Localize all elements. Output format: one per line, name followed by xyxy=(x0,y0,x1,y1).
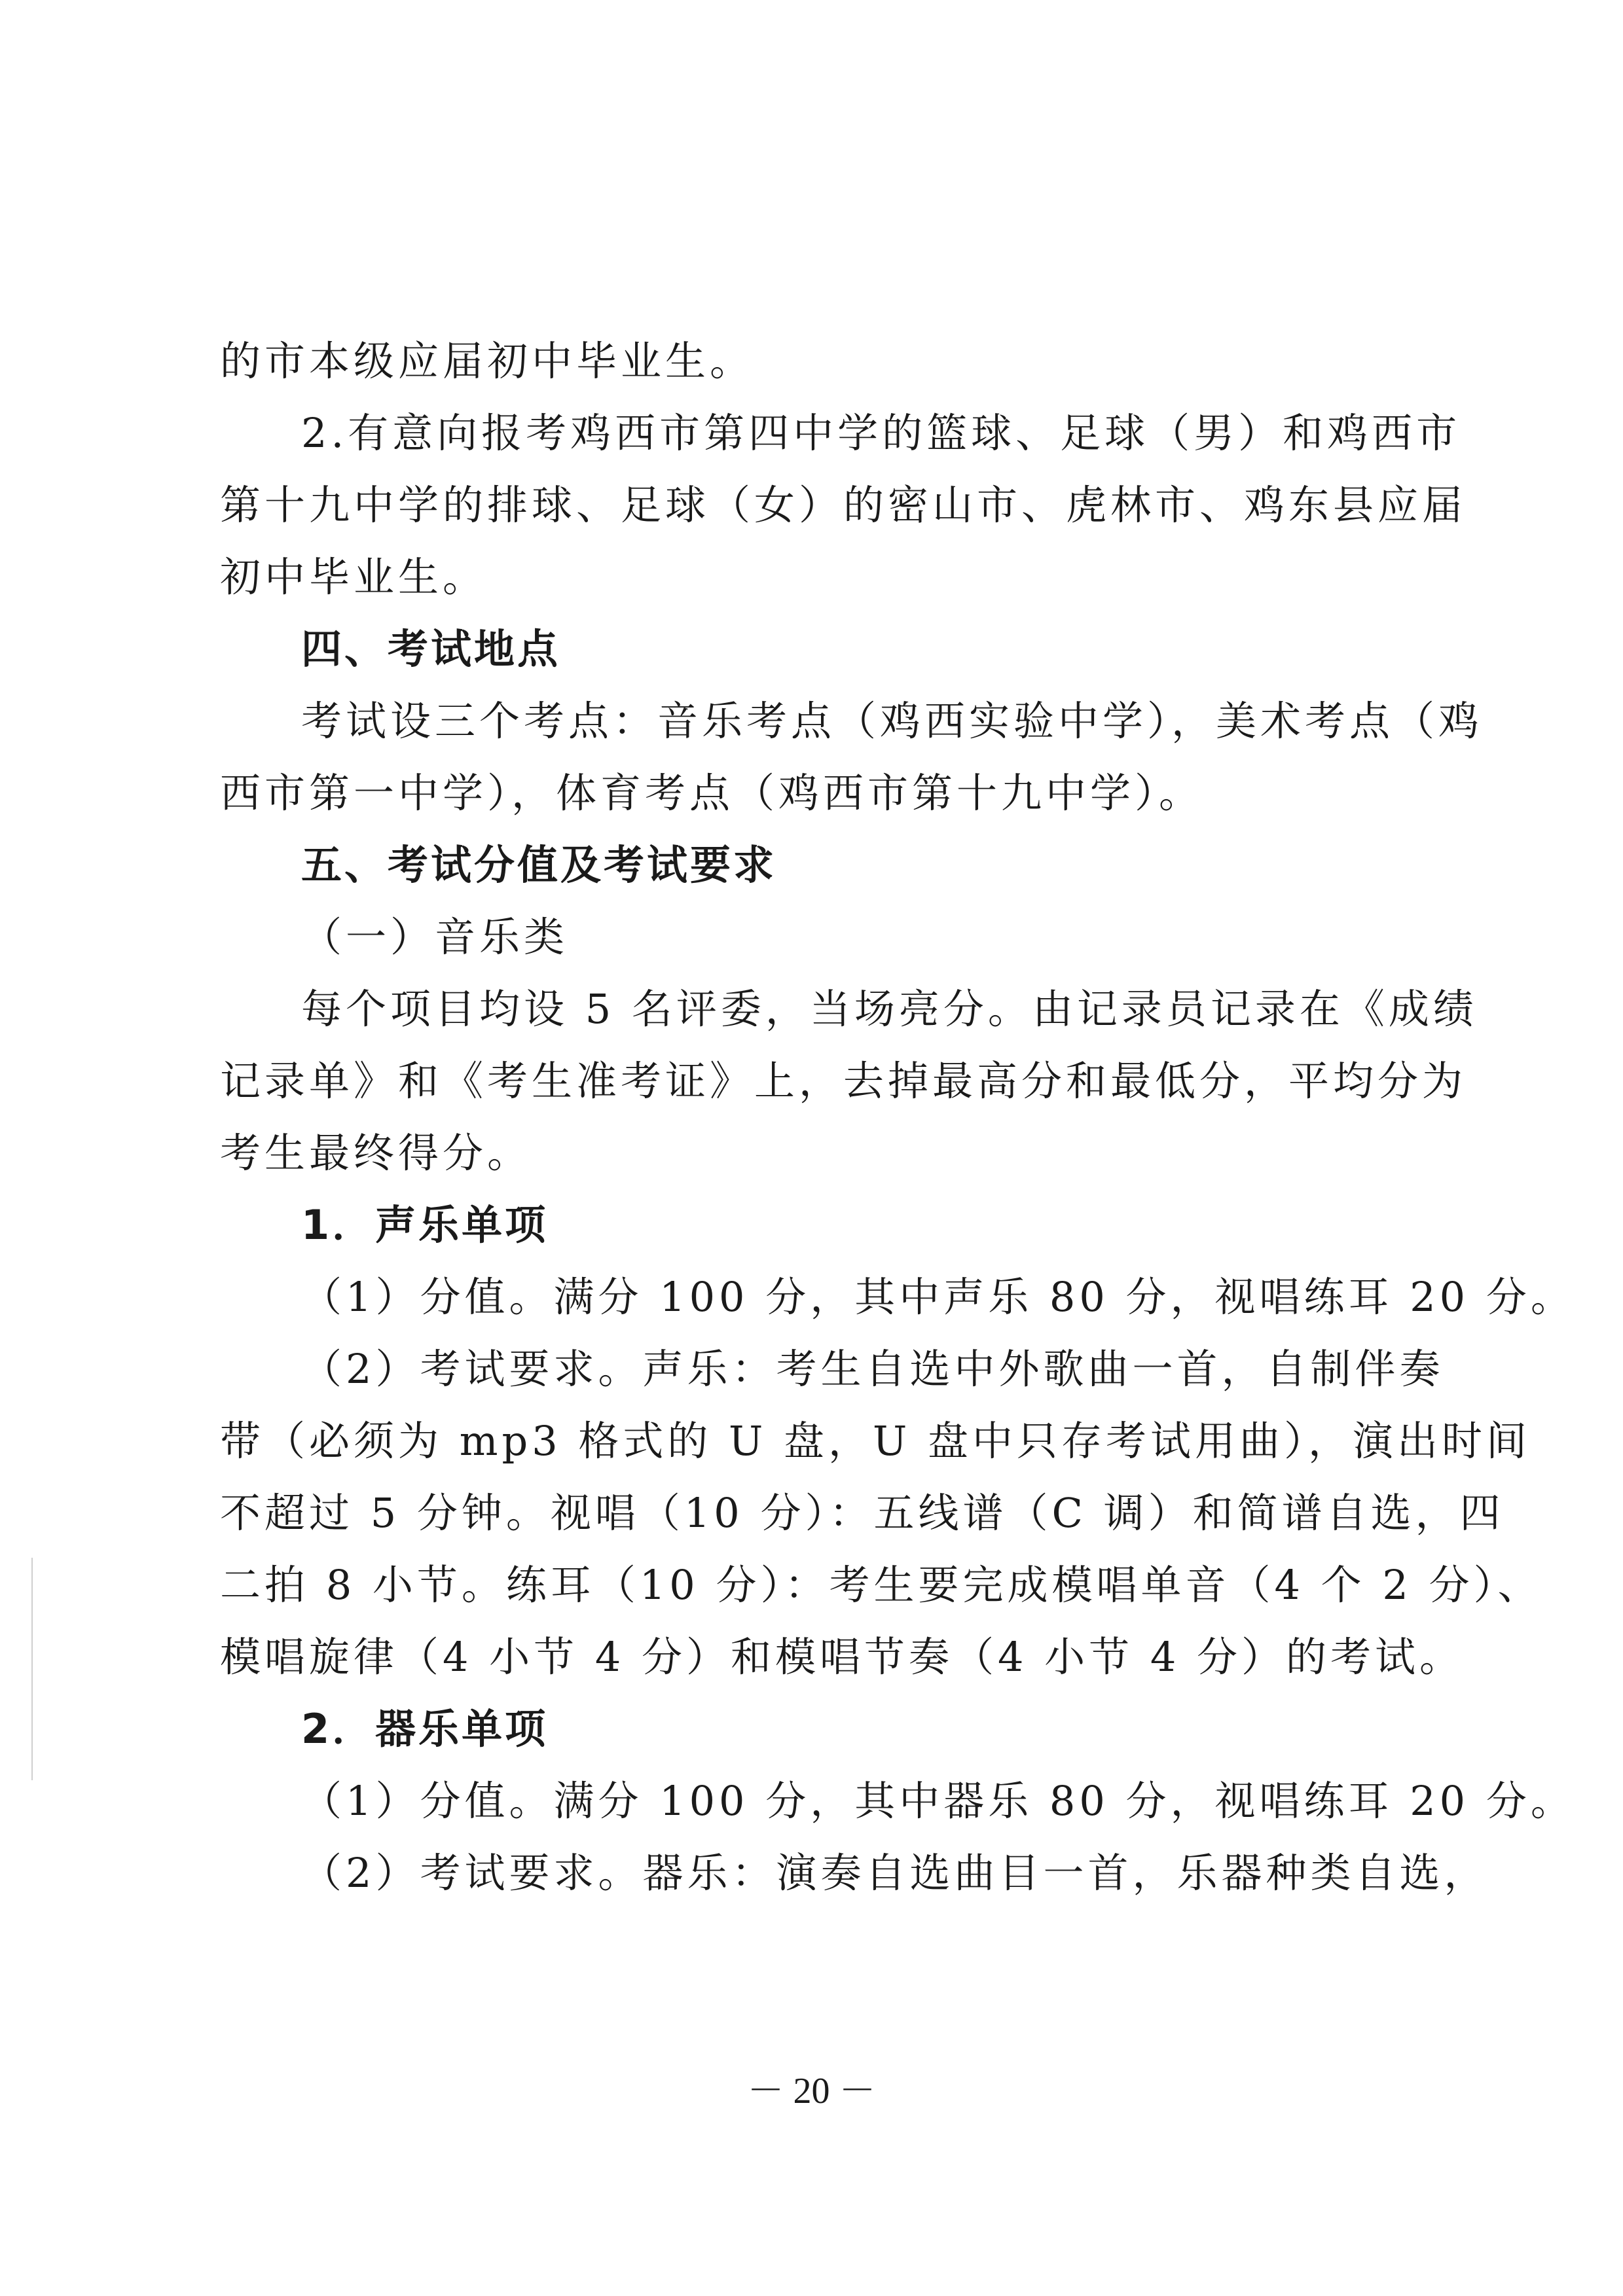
text-line: 二拍 8 小节。练耳（10 分）：考生要完成模唱单音（4 个 2 分）、 xyxy=(220,1561,1542,1609)
text-line: 2.有意向报考鸡西市第四中学的篮球、足球（男）和鸡西市 xyxy=(301,409,1461,457)
page-number: － 20 － xyxy=(747,2071,876,2111)
text-line: 每个项目均设 5 名评委，当场亮分。由记录员记录在《成绩 xyxy=(301,985,1478,1033)
text-line: （1）分值。满分 100 分，其中声乐 80 分，视唱练耳 20 分。 xyxy=(301,1273,1575,1321)
section-heading: 五、考试分值及考试要求 xyxy=(301,841,777,889)
subsection-heading: （一）音乐类 xyxy=(301,913,569,961)
text-line: 的市本级应届初中毕业生。 xyxy=(220,337,755,385)
text-line: 带（必须为 mp3 格式的 U 盘，U 盘中只存考试用曲），演出时间 xyxy=(220,1417,1531,1465)
item-heading: 2．器乐单项 xyxy=(301,1705,549,1753)
text-line: 第十九中学的排球、足球（女）的密山市、虎林市、鸡东县应届 xyxy=(220,481,1467,529)
text-line: 考试设三个考点：音乐考点（鸡西实验中学），美术考点（鸡 xyxy=(301,697,1484,745)
text-line: 模唱旋律（4 小节 4 分）和模唱节奏（4 小节 4 分）的考试。 xyxy=(220,1633,1465,1681)
item-heading: 1．声乐单项 xyxy=(301,1201,549,1249)
text-line: 不超过 5 分钟。视唱（10 分）：五线谱（C 调）和简谱自选，四 xyxy=(220,1489,1504,1537)
section-heading: 四、考试地点 xyxy=(301,625,561,673)
text-line: 考生最终得分。 xyxy=(220,1129,532,1177)
text-line: （1）分值。满分 100 分，其中器乐 80 分，视唱练耳 20 分。 xyxy=(301,1777,1575,1825)
text-line: （2）考试要求。声乐：考生自选中外歌曲一首，自制伴奏 xyxy=(301,1345,1444,1393)
text-line: 记录单》和《考生准考证》上，去掉最高分和最低分，平均分为 xyxy=(220,1057,1467,1105)
scan-margin-mark xyxy=(31,1558,33,1780)
text-line: 初中毕业生。 xyxy=(220,553,488,601)
text-line: （2）考试要求。器乐：演奏自选曲目一首，乐器种类自选， xyxy=(301,1849,1489,1897)
text-line: 西市第一中学），体育考点（鸡西市第十九中学）。 xyxy=(220,769,1204,817)
